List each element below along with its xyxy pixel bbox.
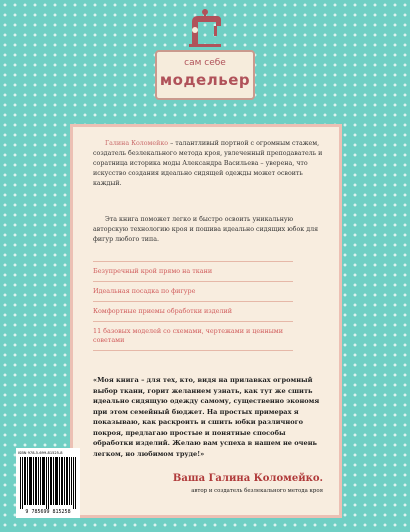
barcode-digits: 9 785699 815258: [25, 509, 71, 515]
logo-text-bottom: модельер: [159, 71, 251, 89]
list-item: Идеальная посадка по фигуре: [93, 281, 293, 301]
book-description: Эта книга поможет легко и быстро освоить уникальную авторскую технологию кроя и пошива идеально сидящих юбок для фигур любого типа.: [93, 216, 319, 243]
author-name: Галина Коломейко: [105, 140, 169, 147]
signature-subtitle: автор и создатель безлекального метода кроя: [191, 488, 323, 494]
isbn-text: ISBN 978-5-699-81525-8: [18, 451, 63, 455]
sewing-machine-icon: [183, 6, 227, 50]
intro-paragraph: [93, 139, 325, 189]
list-item: 11 базовых моделей со схемами, чертежами и ценными советами: [93, 321, 293, 351]
author-quote: «Моя книга – для тех, кто, видя на прилавках огромный выбор ткани, горит желанием узнать, как тут же сшить идеально сидящую одежду самому, существенно экономя при этом семейный бюджет. На простых примерах я показываю, как раскроить и сшить юбки различного покроя, предлагаю простые и понятные способы обработки изделий. Желаю вам успеха в нашем не очень легком, но любимом труде!»: [93, 376, 320, 458]
logo-text-top: сам себе: [184, 58, 226, 68]
barcode-icon: [20, 457, 76, 509]
series-logo: [155, 0, 255, 104]
content-panel: [70, 124, 342, 518]
signature: Ваша Галина Коломейко.: [172, 473, 323, 484]
barcode: [16, 448, 80, 518]
list-item: Комфортные приемы обработки изделий: [93, 301, 293, 321]
feature-list: [73, 261, 339, 351]
list-item: Безупречный крой прямо на ткани: [93, 261, 293, 281]
intro-text: – талантливый портной с огромным стажем, создатель безлекального метода кроя, увлеченный преподаватель и соратница историка моды Александра Васильева – уверена, что искусство создания идеально сидящей одежды может освоить каждый.: [93, 140, 323, 187]
